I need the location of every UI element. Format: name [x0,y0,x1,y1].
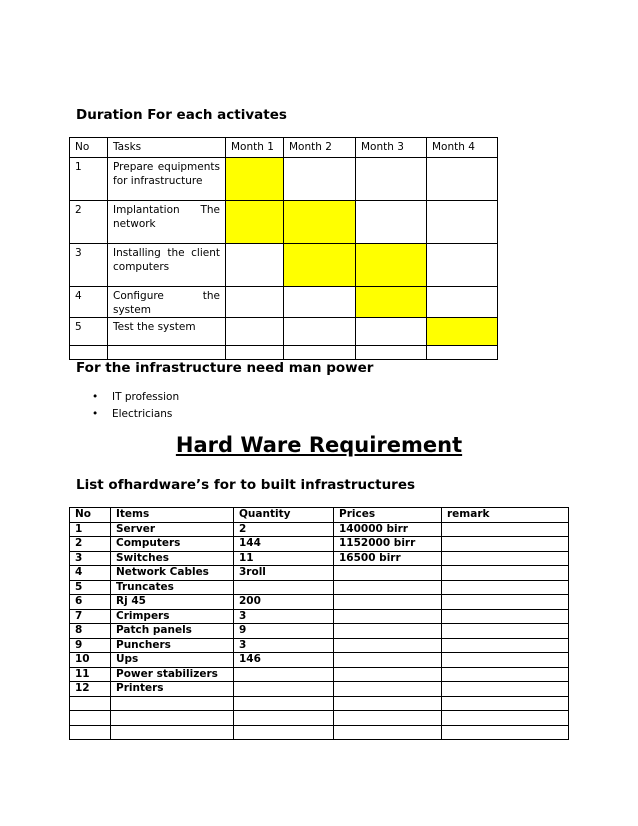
price-cell [334,667,442,682]
bullet-icon: • [92,391,99,403]
remark-cell [442,638,569,653]
duration-header-cell: No [70,138,108,158]
duration-row [70,158,498,201]
duration-row [70,244,498,287]
quantity-cell [234,580,334,595]
item-number-cell: 12 [70,682,111,697]
month-1-cell [226,201,284,244]
price-cell [334,653,442,668]
duration-header-cell: Month 2 [284,138,356,158]
remark-cell [442,653,569,668]
month-2-cell [284,346,356,360]
task-name-cell: Test the system [108,318,226,346]
price-cell [334,580,442,595]
item-name-cell: Ups [111,653,234,668]
month-1-cell [226,244,284,287]
quantity-cell [234,696,334,711]
item-number-cell [70,696,111,711]
hardware-table [69,507,569,740]
price-cell [334,566,442,581]
month-3-cell [356,201,427,244]
item-number-cell: 10 [70,653,111,668]
hardware-row [70,653,569,668]
manpower-item [92,407,179,424]
hardware-header-row [70,508,569,523]
duration-row [70,201,498,244]
task-number-cell: 5 [70,318,108,346]
remark-cell [442,551,569,566]
item-name-cell [111,696,234,711]
item-name-cell: Network Cables [111,566,234,581]
price-cell [334,711,442,726]
hardware-row [70,682,569,697]
price-cell: 140000 birr [334,522,442,537]
quantity-cell [234,667,334,682]
duration-header-cell: Month 4 [427,138,498,158]
hardware-row [70,696,569,711]
duration-heading: Duration For each activates [76,107,287,123]
quantity-cell: 3 [234,638,334,653]
remark-cell [442,696,569,711]
hardware-row [70,711,569,726]
item-name-cell: Crimpers [111,609,234,624]
item-number-cell: 6 [70,595,111,610]
month-2-cell [284,201,356,244]
hardware-header-cell: Prices [334,508,442,523]
task-number-cell: 2 [70,201,108,244]
remark-cell [442,725,569,740]
manpower-heading: For the infrastructure need man power [76,360,374,376]
hardware-row [70,580,569,595]
remark-cell [442,522,569,537]
item-number-cell [70,725,111,740]
remark-cell [442,595,569,610]
quantity-cell: 200 [234,595,334,610]
month-3-cell [356,244,427,287]
price-cell [334,696,442,711]
month-4-cell [427,318,498,346]
hardware-row [70,551,569,566]
task-number-cell: 4 [70,287,108,318]
duration-header-cell: Tasks [108,138,226,158]
item-name-cell: Patch panels [111,624,234,639]
item-name-cell: Rj 45 [111,595,234,610]
month-1-cell [226,346,284,360]
hardware-row [70,522,569,537]
remark-cell [442,667,569,682]
hardware-row [70,566,569,581]
item-name-cell [111,725,234,740]
quantity-cell: 146 [234,653,334,668]
remark-cell [442,609,569,624]
hardware-header-cell: remark [442,508,569,523]
duration-header-row [70,138,498,158]
item-name-cell: Punchers [111,638,234,653]
item-number-cell: 11 [70,667,111,682]
item-number-cell: 1 [70,522,111,537]
task-name-cell: Installing the client computers [108,244,226,287]
item-number-cell: 5 [70,580,111,595]
task-name-cell: Prepare equipments for infrastructure [108,158,226,201]
item-number-cell: 8 [70,624,111,639]
remark-cell [442,580,569,595]
duration-row [70,287,498,318]
remark-cell [442,682,569,697]
month-2-cell [284,158,356,201]
quantity-cell [234,711,334,726]
quantity-cell [234,725,334,740]
item-name-cell: Computers [111,537,234,552]
month-1-cell [226,318,284,346]
item-name-cell: Switches [111,551,234,566]
month-2-cell [284,287,356,318]
month-1-cell [226,158,284,201]
duration-header-cell: Month 3 [356,138,427,158]
hardware-row [70,638,569,653]
remark-cell [442,624,569,639]
task-number-cell: 3 [70,244,108,287]
hardware-list-heading: List ofhardware’s for to built infrastructures [76,477,416,493]
item-name-cell: Truncates [111,580,234,595]
month-4-cell [427,346,498,360]
hardware-row [70,537,569,552]
duration-header-cell: Month 1 [226,138,284,158]
item-name-cell: Server [111,522,234,537]
remark-cell [442,537,569,552]
hardware-header-cell: Items [111,508,234,523]
price-cell [334,624,442,639]
task-number-cell [70,346,108,360]
month-1-cell [226,287,284,318]
hardware-header-cell: Quantity [234,508,334,523]
duration-table [69,137,498,360]
price-cell: 16500 birr [334,551,442,566]
price-cell [334,638,442,653]
price-cell: 1152000 birr [334,537,442,552]
quantity-cell [234,682,334,697]
price-cell [334,609,442,624]
month-3-cell [356,287,427,318]
month-4-cell [427,287,498,318]
hardware-title: Hard Ware Requirement [175,433,463,457]
manpower-item-label: Electricians [112,408,173,420]
month-4-cell [427,158,498,201]
item-number-cell [70,711,111,726]
month-4-cell [427,201,498,244]
quantity-cell: 11 [234,551,334,566]
price-cell [334,725,442,740]
month-2-cell [284,318,356,346]
quantity-cell: 9 [234,624,334,639]
item-name-cell [111,711,234,726]
manpower-item-label: IT profession [112,391,180,403]
item-number-cell: 7 [70,609,111,624]
manpower-item [92,390,179,407]
manpower-list [92,390,179,424]
month-3-cell [356,346,427,360]
hardware-header-cell: No [70,508,111,523]
remark-cell [442,711,569,726]
quantity-cell: 3 [234,609,334,624]
quantity-cell: 144 [234,537,334,552]
price-cell [334,682,442,697]
hardware-row [70,595,569,610]
quantity-cell: 2 [234,522,334,537]
item-number-cell: 4 [70,566,111,581]
hardware-row [70,667,569,682]
item-name-cell: Printers [111,682,234,697]
task-name-cell [108,346,226,360]
hardware-row [70,725,569,740]
item-number-cell: 3 [70,551,111,566]
month-4-cell [427,244,498,287]
task-number-cell: 1 [70,158,108,201]
month-3-cell [356,158,427,201]
task-name-cell: Implantation The network [108,201,226,244]
bullet-icon: • [92,408,99,420]
price-cell [334,595,442,610]
month-3-cell [356,318,427,346]
remark-cell [442,566,569,581]
month-2-cell [284,244,356,287]
hardware-row [70,624,569,639]
item-number-cell: 2 [70,537,111,552]
quantity-cell: 3roll [234,566,334,581]
item-number-cell: 9 [70,638,111,653]
hardware-row [70,609,569,624]
item-name-cell: Power stabilizers [111,667,234,682]
task-name-cell: Configure the system [108,287,226,318]
duration-row [70,346,498,360]
duration-row [70,318,498,346]
